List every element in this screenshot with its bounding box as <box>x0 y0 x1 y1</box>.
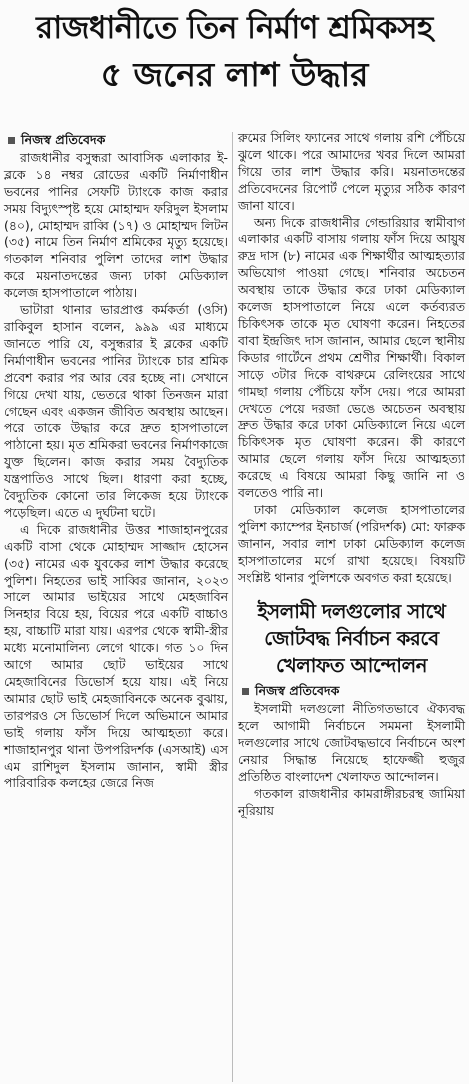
article2-byline <box>238 683 465 700</box>
column-divider <box>232 132 233 1082</box>
article-right-column <box>238 130 465 820</box>
article2-headline-line: জোটবদ্ধ নির্বাচন করবে <box>264 627 439 651</box>
paragraph: অন্য দিকে রাজধানীর গেন্ডারিয়ার স্বামীবাগ এলাকার একটি বাসায় গলায় ফাঁস দিয়ে আয়ুষ রুদ্র দাস (৮) নামের এক শিক্ষার্থীর আত্মহত্যার অভিযোগ পাওয়া গেছে। শনিবার অচেতন অবস্থায় তাকে উদ্ধার করে ঢাকা মেডিক্যাল কলেজ হাসপাতালে নিয়ে এলে কর্তব্যরত চিকিৎসক তাকে মৃত ঘোষণা করেন। নিহতের বাবা ইন্দ্রজিৎ দাস জানান, আমার ছেলে স্থানীয় কিডার গার্টেনে প্রথম শ্রেণীর শিক্ষার্থী। বিকাল সাড়ে ৩টার দিকে বাথরুমে রেলিংয়ের সাথে গামছা গলায় পেঁচিয়ে ফাঁস দেয়। পরে আমরা দেখতে পেয়ে দরজা ভেঙে অচেতন অবস্থায় দ্রুত উদ্ধার করে ঢাকা মেডিক্যালে নিয়ে এলে চিকিৎসক মৃত ঘোষণা করেন। কী কারণে আমার ছেলে গলায় ফাঁস দিয়ে আত্মহত্যা করেছে এ বিষয়ে আমরা কিছু জানি না ও বলতেও পারি না। <box>238 214 465 501</box>
paragraph: এ দিকে রাজধানীর উত্তর শাজাহানপুরের একটি বাসা থেকে মোহাম্মদ সাজ্জাদ হোসেন (৩৫) নামের এক যুবকের লাশ উদ্ধার করেছে পুলিশ। নিহতের ভাই সাব্বির জানান, ২০২৩ সালে আমার ভাইয়ের সাথে মেহজাবিন সিনহার বিয়ে হয়, বিয়ের পরে একটি বাচ্চাও হয়, বাচ্চাটি মারা যায়। এরপর থেকে স্বামী-স্ত্রীর মধ্যে মনোমালিন্য লেগে থাকে। গত ১০ দিন আগে আমার ছোট ভাইয়ের সাথে মেহজাবিনের ডিভোর্স হয়ে যায়। এই নিয়ে আমার ছোট ভাই মেহজাবিনকে অনেক বুঝায়, তারপরও সে ডিভোর্স দিলে অভিমানে আমার ভাই গলায় ফাঁস দিয়ে আত্মহত্যা করে। শাজাহানপুর থানা উপপরিদর্শক (এসআই) এস এম রাশিদুল ইসলাম জানান, স্বামী স্ত্রীর পারিবারিক কলহের জেরে নিজ <box>4 521 228 791</box>
paragraph: ঢাকা মেডিক্যাল কলেজ হাসপাতালের পুলিশ ক্যাম্পের ইনচার্জ (পরিদর্শক) মো: ফারুক জানান, সবার লাশ ঢাকা মেডিক্যাল কলেজ হাসপাতালের মর্গে রাখা হয়েছে। বিষয়টি সংশ্লিষ্ট থানার পুলিশকে অবগত করা হয়েছে। <box>238 501 465 585</box>
article-left-column <box>4 132 228 792</box>
headline-line-2: ৫ জনের লাশ উদ্ধার <box>100 55 369 94</box>
byline-text: নিজস্ব প্রতিবেদক <box>21 132 106 147</box>
headline-line-1: রাজধানীতে তিন নির্মাণ শ্রমিকসহ <box>36 10 433 46</box>
byline-text: নিজস্ব প্রতিবেদক <box>255 683 340 699</box>
bullet-square-icon <box>242 688 249 695</box>
article2-headline-line: খেলাফত আন্দোলন <box>275 654 428 678</box>
headline <box>0 6 469 98</box>
paragraph: ইসলামী দলগুলো নীতিগতভাবে ঐক্যবদ্ধ হলে আগামী নির্বাচনে সমমনা ইসলামী দলগুলোর সাথে জোটবদ্ধভাবে নির্বাচনে অংশ নেয়ার সিদ্ধান্ত নিয়েছে হাফেজ্জী হুজুর প্রতিষ্ঠিত বাংলাদেশ খেলাফত আন্দোলন। <box>238 701 465 784</box>
article2-headline-line: ইসলামী দলগুলোর সাথে <box>257 600 446 624</box>
article2-headline <box>238 598 465 679</box>
paragraph: রুমের সিলিং ফ্যানের সাথে গলায় রশি পেঁচিয়ে ঝুলে থাকে। পরে আমাদের খবর দিলে আমরা গিয়ে তার লাশ উদ্ধার করি। ময়নাতদন্তের প্রতিবেদনের রিপোর্ট পেলে মৃত্যুর সঠিক কারণ জানা যাবে। <box>238 130 465 213</box>
paragraph: গতকাল রাজধানীর কামরাঙ্গীরচরস্থ জামিয়া নূরিয়ায় <box>238 785 465 818</box>
bullet-square-icon <box>8 137 15 144</box>
paragraph: রাজধানীর বসুন্ধরা আবাসিক এলাকার ই-ব্লকে ১৪ নম্বর রোডের একটি নির্মাণাধীন ভবনের পানির সেফটি ট্যাংকে কাজ করার সময় বিদ্যুৎস্পৃষ্ট হয়ে মোহাম্মদ ফরিদুল ইসলাম (৪০), মোহাম্মদ রাব্বি (১৭) ও মোহাম্মদ লিটন (৩৫) নামে তিন নির্মাণ শ্রমিকের মৃত্যু হয়েছে। গতকাল শনিবার পুলিশ তাদের লাশ উদ্ধার করে ময়নাতদন্তের জন্য ঢাকা মেডিক্যাল কলেজ হাসপাতালে পাঠায়। <box>4 149 228 301</box>
paragraph: ভাটারা থানার ভারপ্রাপ্ত কর্মকর্তা (ওসি) রাকিবুল হাসান বলেন, ৯৯৯ এর মাধ্যমে জানতে পারি যে, বসুন্ধরার ই ব্লকের একটি নির্মাণাধীন ভবনের পানির ট্যাংকে চার শ্রমিক প্রবেশ করার পর আর বের হচ্ছে না। সেখানে গিয়ে দেখা যায়, ভেতরে থাকা তিনজন মারা গেছেন এবং একজন জীবিত অবস্থায় আছেন। পরে তাকে উদ্ধার করে দ্রুত হাসপাতালে পাঠানো হয়। মৃত শ্রমিকরা ভবনের নির্মাণকাজে যুক্ত ছিলেন। কাজ করার সময় বৈদ্যুতিক যন্ত্রপাতিও সাথে ছিল। ধারণা করা হচ্ছে, বৈদ্যুতিক কোনো তার লিকেজ হয়ে ট্যাংকে পড়েছিল। এতে এ দুর্ঘটনা ঘটে। <box>4 302 228 520</box>
byline <box>4 132 228 149</box>
